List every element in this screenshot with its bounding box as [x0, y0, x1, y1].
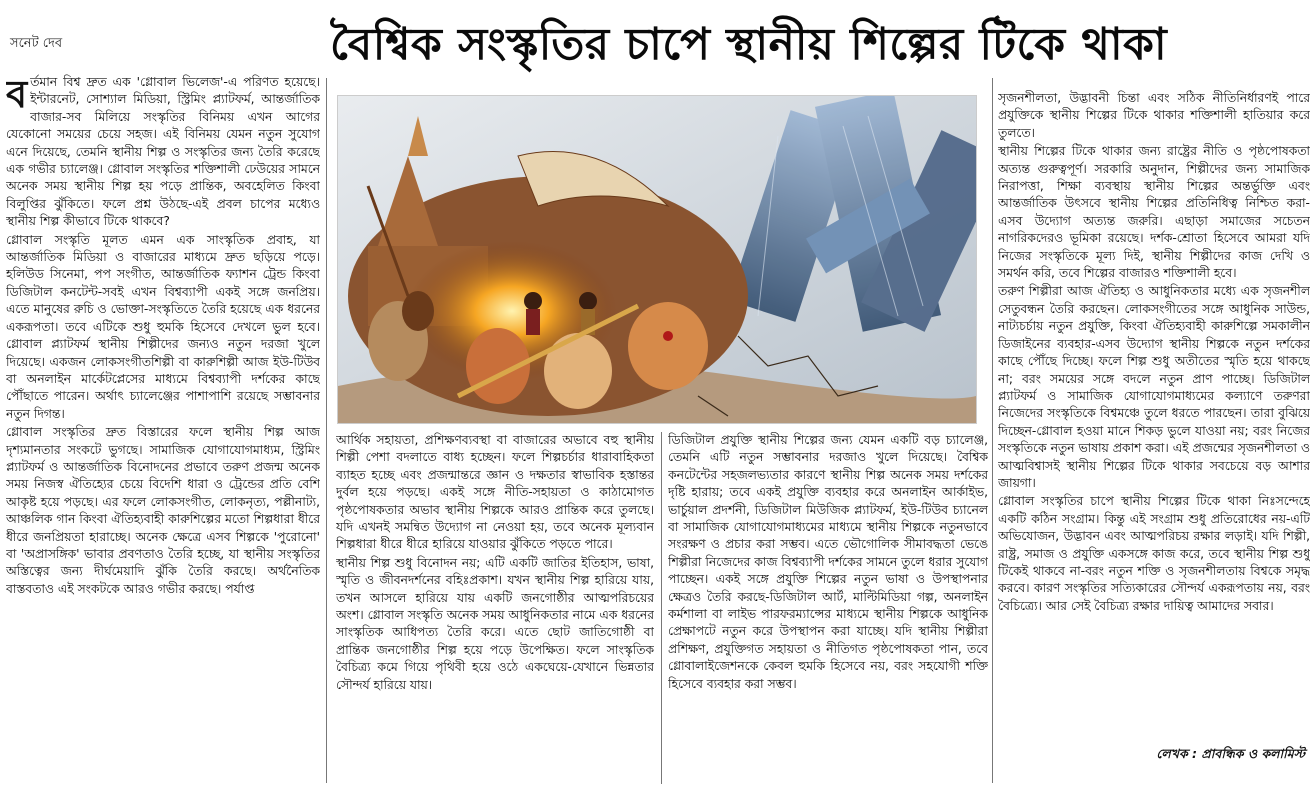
- author-note: লেখক : প্রাবন্ধিক ও কলামিস্ট: [1156, 746, 1305, 761]
- column-2: [336, 432, 654, 782]
- folk-art-vs-skyscrapers-illustration: [338, 96, 976, 423]
- headline: বৈশ্বিক সংস্কৃতির চাপে স্থানীয় শিল্পের টিকে থাকা: [330, 19, 1168, 70]
- column-1: [6, 74, 320, 784]
- column-divider: [661, 432, 662, 784]
- paragraph: স্থানীয় শিল্পের টিকে থাকার জন্য রাষ্ট্রের নীতি ও পৃষ্ঠপোষকতা অত্যন্ত গুরুত্বপূর্ণ। সরকারি অনুদান, শিল্পীদের জন্য সামাজিক নিরাপত্তা, শিক্ষা ব্যবস্থায় স্থানীয় শিল্পের অন্তর্ভুক্তি এবং আন্তর্জাতিক উৎসবে স্থানীয় শিল্পের প্রতিনিধিত্ব নিশ্চিত করা-এসব উদ্যোগ অত্যন্ত জরুরি। এছাড়া সমাজের সচেতন নাগরিকদেরও ভূমিকা রয়েছে। দর্শক-শ্রোতা হিসেবে আমরা যদি নিজের সংস্কৃতিকে মূল্য দিই, স্থানীয় শিল্পীদের কাজ দেখি ও সমর্থন করি, তবে শিল্পের বাজারও শক্তিশালী হবে।: [998, 144, 1310, 281]
- paragraph: ডিজিটাল প্রযুক্তি স্থানীয় শিল্পের জন্য যেমন একটি বড় চ্যালেঞ্জ, তেমনি এটি নতুন সম্ভাবনার দরজাও খুলে দিয়েছে। বৈশ্বিক কনটেন্টের সহজলভ্যতার কারণে স্থানীয় শিল্প অনেক সময় দর্শকের দৃষ্টি হারায়; তবে একই প্রযুক্তি ব্যবহার করে অনলাইন আর্কাইভ, ভার্চুয়াল প্রদর্শনী, ডিজিটাল মিউজিক প্ল্যাটফর্ম, ইউ-টিউব চ্যানেল বা সামাজিক যোগাযোগমাধ্যমের মাধ্যমে স্থানীয় শিল্পকে নতুনভাবে সংরক্ষণ ও প্রচার করা সম্ভব। এতে ভৌগোলিক সীমাবদ্ধতা ভেঙে শিল্পীরা নিজেদের কাজ বিশ্বব্যাপী দর্শকের সামনে তুলে ধরার সুযোগ পাচ্ছেন। একই সঙ্গে প্রযুক্তি শিল্পের নতুন ভাষা ও উপস্থাপনার ক্ষেত্রও তৈরি করছে-ডিজিটাল আর্ট, মাল্টিমিডিয়া গল্প, অনলাইন কর্মশালা বা লাইভ পারফরম্যান্সের মাধ্যমে স্থানীয় শিল্পকে আধুনিক প্রেক্ষাপটে নতুন করে উপস্থাপন করা যাচ্ছে। যদি স্থানীয় শিল্পীরা প্রশিক্ষণ, প্রযুক্তিগত সহায়তা ও নীতিগত পৃষ্ঠপোষকতা পান, তবে গ্লোবালাইজেশনকে কেবল হুমকি হিসেবে নয়, বরং সহযোগী শক্তি হিসেবে ব্যবহার করা সম্ভব।: [668, 433, 988, 691]
- column-divider: [326, 78, 327, 783]
- paragraph: আর্থিক সহায়তা, প্রশিক্ষণব্যবস্থা বা বাজারের অভাবে বহু স্থানীয় শিল্পী পেশা বদলাতে বাধ্য হচ্ছেন। ফলে শিল্পচর্চার ধারাবাহিকতা ব্যাহত হচ্ছে এবং প্রজন্মান্তরে জ্ঞান ও দক্ষতার স্বাভাবিক হস্তান্তর দুর্বল হয়ে পড়ছে। একই সঙ্গে নীতি-সহায়তা ও কাঠামোগত পৃষ্ঠপোষকতার অভাব স্থানীয় শিল্পকে আরও প্রান্তিক করে তুলছে। যদি এখনই সমন্বিত উদ্যোগ না নেওয়া হয়, তবে অনেক মূল্যবান শিল্পধারা ধীরে ধীরে হারিয়ে যাওয়ার ঝুঁকিতে পড়তে পারে।: [336, 433, 654, 552]
- column-divider: [992, 78, 993, 783]
- paragraph: গ্লোবাল সংস্কৃতি মূলত এমন এক সাংস্কৃতিক প্রবাহ, যা আন্তর্জাতিক মিডিয়া ও বাজারের মাধ্যমে দ্রুত ছড়িয়ে পড়ে। হলিউড সিনেমা, পপ সংগীত, আন্তর্জাতিক ফ্যাশন ট্রেন্ড কিংবা ডিজিটাল কনটেন্ট-সবই এখন বিশ্বব্যাপী একই সঙ্গে জনপ্রিয়। এতে মানুষের রুচি ও ভোক্তা-সংস্কৃতিতে তৈরি হয়েছে এক ধরনের একরূপতা। তবে এটিকে শুধু হুমকি হিসেবে দেখলে ভুল হবে। গ্লোবাল প্ল্যাটফর্ম স্থানীয় শিল্পীদের জন্যও নতুন দরজা খুলে দিয়েছে। একজন লোকসংগীতশিল্পী বা কারুশিল্পী আজ ইউ-টিউব বা অনলাইন মার্কেটপ্লেসের মাধ্যমে বিশ্বব্যাপী দর্শকের কাছে পৌঁছাতে পারেন। অর্থাৎ চ্যালেঞ্জের পাশাপাশি রয়েছে সম্ভাবনার নতুন দিগন্ত।: [6, 232, 320, 421]
- column-3: [668, 432, 988, 786]
- paragraph: গ্লোবাল সংস্কৃতির দ্রুত বিস্তারের ফলে স্থানীয় শিল্প আজ দৃশ্যমানতার সংকটে ভুগছে। সামাজিক যোগাযোগমাধ্যম, স্ট্রিমিং প্ল্যাটফর্ম ও আন্তর্জাতিক বিনোদনের প্রভাবে তরুণ প্রজন্ম অনেক সময় নিজস্ব ঐতিহ্যের চেয়ে বিদেশি ধারা ও ট্রেন্ডের প্রতি বেশি আকৃষ্ট হয়ে পড়ছে। এর ফলে লোকসংগীত, লোকনৃত্য, পল্লীনাট্য, আঞ্চলিক গান কিংবা ঐতিহ্যবাহী কারুশিল্পের মতো শিল্পধারা ধীরে ধীরে জনপ্রিয়তা হারাচ্ছে। অনেক ক্ষেত্রে এসব শিল্পকে 'পুরোনো' বা 'অপ্রাসঙ্গিক' ভাবার প্রবণতাও তৈরি হচ্ছে, যা স্থানীয় সংস্কৃতির অস্তিত্বের জন্য দীর্ঘমেয়াদি ঝুঁকি তৈরি করছে। অর্থনৈতিক বাস্তবতাও এই সংকটকে আরও গভীর করছে। পর্যাপ্ত: [6, 425, 320, 596]
- article-illustration: [337, 95, 977, 424]
- paragraph: তরুণ শিল্পীরা আজ ঐতিহ্য ও আধুনিকতার মধ্যে এক সৃজনশীল সেতুবন্ধন তৈরি করছেন। লোকসংগীতের সঙ্গে আধুনিক সাউন্ড, নাট্যচর্চায় নতুন প্রযুক্তি, কিংবা ঐতিহ্যবাহী কারুশিল্পে সমকালীন ডিজাইনের ব্যবহার-এসব উদ্যোগ স্থানীয় শিল্পকে নতুন দর্শকের কাছে পৌঁছে দিচ্ছে। ফলে শিল্প শুধু অতীতের স্মৃতি হয়ে থাকছে না; বরং সময়ের সঙ্গে বদলে নতুন প্রাণ পাচ্ছে। ডিজিটাল প্ল্যাটফর্ম ও সামাজিক যোগাযোগমাধ্যমের কল্যাণে তরুণরা নিজেদের সংস্কৃতিকে বিশ্বমঞ্চে তুলে ধরতে পারছেন। তারা বুঝিয়ে দিচ্ছেন-গ্লোবাল হওয়া মানে শিকড় ভুলে যাওয়া নয়; বরং নিজের সংস্কৃতিকে নতুন ভাষায় প্রকাশ করা। এই প্রজন্মের সৃজনশীলতা ও আত্মবিশ্বাসই স্থানীয় শিল্পের টিকে থাকার সবচেয়ে বড় আশার জায়গা।: [998, 284, 1310, 490]
- drop-cap: ব: [6, 74, 28, 116]
- byline: সনেট দেব: [10, 36, 63, 51]
- column-4: [998, 90, 1310, 742]
- paragraph: র্তমান বিশ্ব দ্রুত এক 'গ্লোবাল ভিলেজ'-এ পরিণত হয়েছে। ইন্টারনেট, সোশ্যাল মিডিয়া, স্ট্রিমিং প্ল্যাটফর্ম, আন্তর্জাতিক বাজার-সব মিলিয়ে সংস্কৃতির বিনিময় এখন আগের যেকোনো সময়ের চেয়ে সহজ। এই বিনিময় যেমন নতুন সুযোগ এনে দিয়েছে, তেমনি স্থানীয় শিল্প ও সংস্কৃতির জন্য তৈরি করেছে এক গভীর চ্যালেঞ্জ। গ্লোবাল সংস্কৃতির শক্তিশালী ঢেউয়ের সামনে অনেক সময় স্থানীয় শিল্প হয় পড়ে প্রান্তিক, অবহেলিত কিংবা বিলুপ্তির ঝুঁকিতে। ফলে প্রশ্ন উঠছে-এই প্রবল চাপের মধ্যেও স্থানীয় শিল্প কীভাবে টিকে থাকবে?: [6, 75, 320, 229]
- paragraph: স্থানীয় শিল্প শুধু বিনোদন নয়; এটি একটি জাতির ইতিহাস, ভাষা, স্মৃতি ও জীবনদর্শনের বহিঃপ্রকাশ। যখন স্থানীয় শিল্প হারিয়ে যায়, তখন আসলে হারিয়ে যায় একটি জনগোষ্ঠীর আত্মপরিচয়ের অংশ। গ্লোবাল সংস্কৃতি অনেক সময় আধুনিকতার নামে এক ধরনের সাংস্কৃতিক আধিপত্য তৈরি করে। এতে ছোট জাতিগোষ্ঠী বা প্রান্তিক জনগোষ্ঠীর শিল্প হয়ে পড়ে উপেক্ষিত। ফলে সাংস্কৃতিক বৈচিত্র্য কমে গিয়ে পৃথিবী হয়ে ওঠে একঘেয়ে-যেখানে ভিন্নতার সৌন্দর্য হারিয়ে যায়।: [336, 555, 654, 692]
- paragraph: সৃজনশীলতা, উদ্ভাবনী চিন্তা এবং সঠিক নীতিনির্ধারণই পারে প্রযুক্তিকে স্থানীয় শিল্পের টিকে থাকার শক্তিশালী হাতিয়ার করে তুলতে।: [998, 91, 1310, 140]
- paragraph: গ্লোবাল সংস্কৃতির চাপে স্থানীয় শিল্পের টিকে থাকা নিঃসন্দেহে একটি কঠিন সংগ্রাম। কিন্তু এই সংগ্রাম শুধু প্রতিরোধের নয়-এটি অভিযোজন, উদ্ভাবন এবং আত্মপরিচয় রক্ষার লড়াই। যদি শিল্পী, রাষ্ট্র, সমাজ ও প্রযুক্তি একসঙ্গে কাজ করে, তবে স্থানীয় শিল্প শুধু টিকেই থাকবে না-বরং নতুন শক্তি ও সৃজনশীলতায় বিশ্বকে সমৃদ্ধ করবে। কারণ সংস্কৃতির সত্যিকারের সৌন্দর্য একরূপতায় নয়, বরং বৈচিত্র্যে। আর সেই বৈচিত্র্য রক্ষার দায়িত্ব আমাদের সবার।: [998, 494, 1310, 613]
